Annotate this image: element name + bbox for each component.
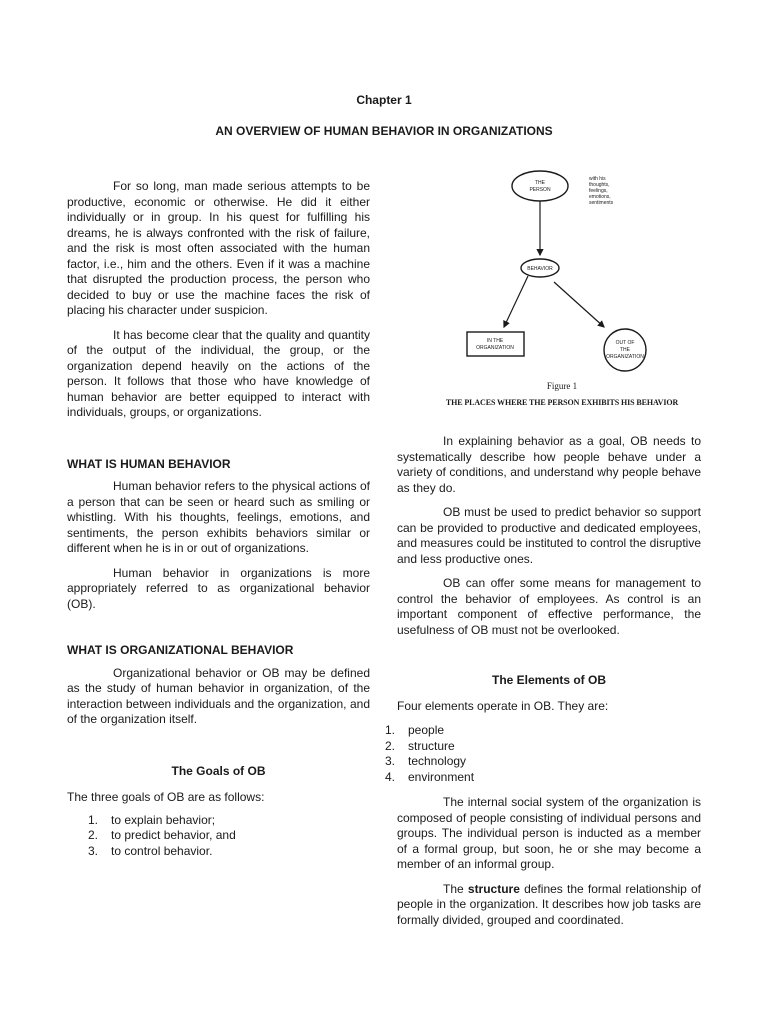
- structure-term: structure: [467, 881, 520, 896]
- out-org-label-2: THE: [620, 347, 630, 353]
- list-item: 3. to control behavior.: [88, 843, 213, 858]
- intro-paragraph-1: For so long, man made serious attempts to be productive, economic or otherwise. He did it either individually or in group. In his quest for fulfilling his dreams, he is always confronted with the risk of failure, and the risk is most often associated with the human factor, i.e., him and the others. Even if it was a machine that disrupted the production process, the person who decided to buy or use the machine faces the risk of placing his character under suspicion.: [67, 179, 370, 317]
- goals-list: [88, 813, 370, 860]
- behavior-label: BEHAVIOR: [527, 266, 553, 272]
- people-paragraph: The internal social system of the organization is composed of people consisting of individual persons and groups. The individual person is inducted as a member of a formal group, but soon, he or she may become a member of an informal group.: [397, 795, 701, 871]
- list-item: 4. environment: [385, 769, 475, 784]
- person-label-2: PERSON: [529, 187, 551, 193]
- person-node: [512, 171, 568, 201]
- page-title: AN OVERVIEW OF HUMAN BEHAVIOR IN ORGANIZATIONS: [215, 124, 553, 138]
- goal-paragraph-1: In explaining behavior as a goal, OB needs to systematically describe how people behave under a variety of conditions, and understand why people behave as they do.: [397, 434, 701, 495]
- list-item: 1. people: [385, 723, 445, 737]
- in-org-label-1: IN THE: [486, 338, 504, 344]
- section-heading-elements: The Elements of OB: [491, 673, 607, 687]
- chapter-label: Chapter 1: [356, 93, 412, 107]
- goal-paragraph-3: OB can offer some means for management to control the behavior of employees. As control is an important component of effective performance, the usefulness of OB must not be overlooked.: [397, 576, 701, 637]
- section-heading-human-behavior: WHAT IS HUMAN BEHAVIOR: [67, 456, 231, 471]
- in-organization-node: [467, 332, 524, 356]
- section-heading-goals: The Goals of OB: [171, 763, 266, 778]
- elements-intro: Four elements operate in OB. They are:: [397, 698, 609, 713]
- figure-number: Figure 1: [546, 381, 578, 391]
- arrow-to-in-organization: [504, 276, 528, 327]
- figure-caption: THE PLACES WHERE THE PERSON EXHIBITS HIS BEHAVIOR: [445, 398, 679, 407]
- in-org-label-2: ORGANIZATION: [476, 345, 514, 351]
- out-org-label-3: ORGANIZATION: [606, 354, 644, 360]
- organizational-behavior-paragraph: Organizational behavior or OB may be defined as the study of human behavior in organization, of the interaction between individuals and the organization, and of the organization itself.: [67, 665, 370, 726]
- list-item: 1. to explain behavior;: [88, 812, 216, 827]
- section-heading-organizational-behavior: WHAT IS ORGANIZATIONAL BEHAVIOR: [67, 643, 294, 657]
- right-column: [385, 434, 702, 928]
- arrow-to-out-of-organization: [554, 282, 604, 327]
- human-behavior-paragraph-2: Human behavior in organizations is more appropriately referred to as organizational behavior (OB).: [67, 565, 370, 611]
- person-label-1: THE: [535, 180, 545, 186]
- structure-paragraph: The structure defines the formal relationship of people in the organization. It describes how job tasks are formally divided, grouped and coordinated.: [397, 881, 702, 927]
- intro-paragraph-2: It has become clear that the quality and quantity of the output of the individual, the group, or the organization depend heavily on the actions of the person. It follows that those who have knowledge of human behavior are better equipped to interact with individuals, groups, or organizations.: [67, 327, 370, 419]
- goal-paragraph-2: OB must be used to predict behavior so support can be provided to productive and dedicated employees, and measures could be instituted to control the disruptive and less productive ones.: [397, 505, 701, 566]
- person-side-note: with his thoughts, feelings, emotions, sentiments: [589, 176, 614, 206]
- out-org-label-1: OUT OF: [615, 340, 635, 346]
- figure-diagram: [440, 162, 684, 412]
- list-item: 2. to predict behavior, and: [88, 828, 236, 842]
- diagram-svg: [440, 162, 684, 377]
- goals-intro: The three goals of OB are as follows:: [67, 790, 265, 804]
- list-item: 3. technology: [385, 754, 467, 768]
- elements-list: [385, 723, 701, 785]
- left-column: [67, 179, 370, 859]
- human-behavior-paragraph-1: Human behavior refers to the physical actions of a person that can be seen or heard such as smiling or whistling. With his thoughts, feelings, emotions, and sentiments, the person exhibits behaviors similar or different when he is in or out of organizations.: [67, 479, 370, 555]
- list-item: 2. structure: [385, 738, 455, 753]
